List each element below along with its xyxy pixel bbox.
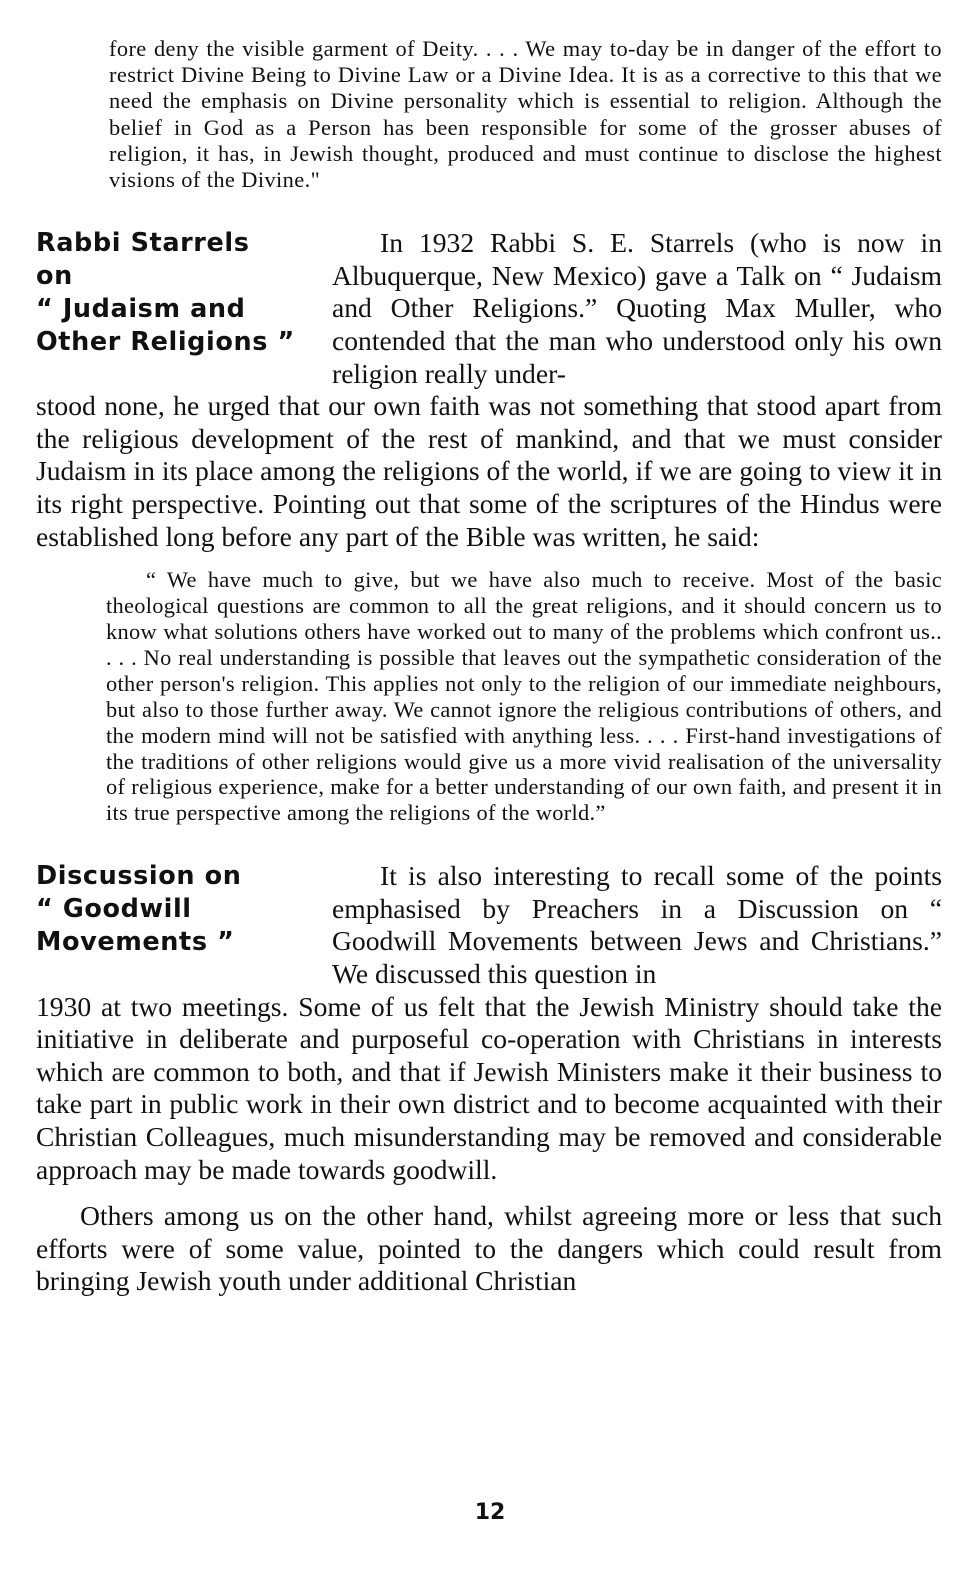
heading-line: Discussion on xyxy=(36,861,242,892)
section-goodwill-heading xyxy=(36,860,332,990)
heading-line: Movements ” xyxy=(36,927,235,958)
starrels-quote: “ We have much to give, but we have also much to receive. Most of the basic theological questions are common to all the great religions, and it should concern us to know what solutions others have worked out to many of the problems which confront us.. . . . No real understanding is possible that leaves out the sympathetic consideration of the other person's religion. This applies not only to the religion of our immediate neighbours, but also to those further away. We cannot ignore the religious contributions of others, and the modern mind will not be satisfied with anything less. . . . First-hand investigations of the traditions of other religions would give us a more vivid realisation of the universality of religious experience, make for a better understanding of our own faith, and present it in its true perspective among the religions of the world.” xyxy=(106,567,942,826)
page-content xyxy=(36,36,942,1298)
section-starrels xyxy=(36,227,942,826)
heading-line: Other Religions ” xyxy=(36,327,295,358)
heading-line: on xyxy=(36,261,73,292)
page-number: 12 xyxy=(474,1500,506,1525)
section-goodwill-lead: It is also interesting to recall some of the points emphasised by Preachers in a Discussion on “ Goodwill Movements between Jews and Christians.” We discussed this question in xyxy=(332,860,942,989)
section-goodwill-continued: 1930 at two meetings. Some of us felt that the Jewish Ministry should take the initiative in deliberate and purposeful co-operation with Christians in interests which are common to both, and that if Jewish Ministers make it their business to take part in public work in their own district and to become acquainted with their Christian Colleagues, much misunderstanding may be removed and considerable approach may be made towards goodwill. xyxy=(36,990,942,1185)
opening-quote-text: fore deny the visible garment of Deity. . . . We may to-day be in danger of the effort to restrict Divine Being to Divine Law or a Divine Idea. It is as a corrective to this that we need the emphasis on Divine personality which is essential to religion. Although the belief in God as a Person has been responsible for some of the grosser abuses of religion, it has, in Jewish thought, produced and must continue to disclose the highest visions of the Divine." xyxy=(109,36,942,193)
section-goodwill-paragraph: Others among us on the other hand, whilst agreeing more or less that such efforts were of some value, pointed to the dangers which could result from bringing Jewish youth under additional Christian xyxy=(36,1200,942,1297)
section-starrels-heading xyxy=(36,227,332,390)
heading-line: Rabbi Starrels xyxy=(36,228,250,259)
section-goodwill xyxy=(36,860,942,1298)
opening-quote xyxy=(109,36,942,193)
section-starrels-lead: In 1932 Rabbi S. E. Starrels (who is now in Albuquerque, New Mexico) gave a Talk on “ Judaism and Other Religions.” Quoting Max Muller, who contended that the man who understood only his own religion really under- xyxy=(332,227,942,389)
section-starrels-continued: stood none, he urged that our own faith was not something that stood apart from the religious development of the rest of mankind, and that we must consider Judaism in its place among the religions of the world, if we are going to view it in its right perspective. Pointing out that some of the scriptures of the Hindus were established long before any part of the Bible was written, he said: xyxy=(36,390,942,552)
section-goodwill-row xyxy=(36,860,942,990)
section-starrels-row xyxy=(36,227,942,390)
heading-line: “ Judaism and xyxy=(36,294,246,325)
heading-line: “ Goodwill xyxy=(36,894,192,925)
